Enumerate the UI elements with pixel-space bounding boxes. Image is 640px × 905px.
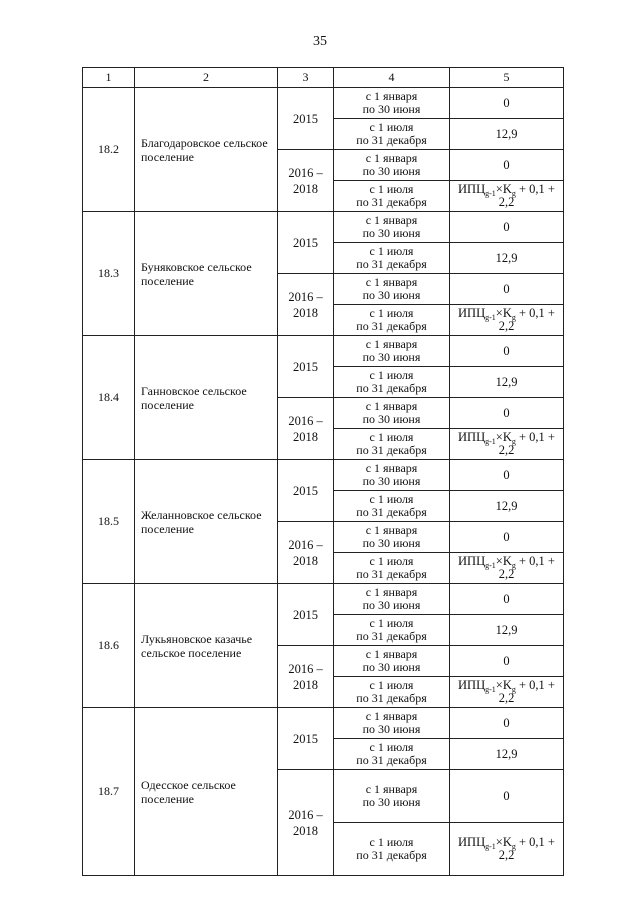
period-start: с 1 января [365, 89, 418, 103]
period-end: по 30 июня [362, 350, 421, 364]
period-end: по 30 июня [362, 288, 421, 302]
year-range-end: 2018 [293, 305, 318, 320]
table-row [83, 212, 564, 243]
period-start: с 1 января [365, 399, 418, 413]
formula-cell [450, 553, 564, 584]
formula-times: ×K [495, 554, 512, 568]
period-end: по 31 декабря [356, 443, 427, 457]
year-range-start: 2016 – [288, 165, 323, 180]
value-cell: 12,9 [450, 243, 564, 274]
period-end: по 30 июня [362, 412, 421, 426]
formula-cell [450, 429, 564, 460]
header-cell: 4 [334, 68, 450, 88]
period-end: по 30 июня [362, 164, 421, 178]
value-cell: 0 [450, 646, 564, 677]
period-cell [334, 491, 450, 522]
year-range-cell [278, 150, 334, 212]
value-cell: 12,9 [450, 367, 564, 398]
formula-sub1: g-1 [485, 561, 496, 570]
period-cell [334, 677, 450, 708]
period-start: с 1 июля [369, 120, 414, 134]
period-cell [334, 615, 450, 646]
period-end: по 31 декабря [356, 319, 427, 333]
formula-prefix: ИПЦ [458, 306, 486, 320]
period-end: по 30 июня [362, 474, 421, 488]
period-cell [334, 119, 450, 150]
year-range-end: 2018 [293, 429, 318, 444]
period-end: по 31 декабря [356, 567, 427, 581]
settlement-name: Одесское сельское поселение [135, 708, 278, 876]
year-range-cell [278, 770, 334, 876]
row-code: 18.5 [83, 460, 135, 584]
value-cell: 0 [450, 770, 564, 823]
tariff-table [82, 67, 564, 876]
formula-cell [450, 823, 564, 876]
period-start: с 1 января [365, 461, 418, 475]
period-end: по 31 декабря [356, 629, 427, 643]
formula-times: ×K [495, 306, 512, 320]
period-end: по 31 декабря [356, 848, 427, 862]
year-range-start: 2016 – [288, 661, 323, 676]
header-cell: 5 [450, 68, 564, 88]
table-row [83, 584, 564, 615]
period-start: с 1 января [365, 213, 418, 227]
table-row [83, 708, 564, 739]
period-end: по 31 декабря [356, 195, 427, 209]
formula-sub1: g-1 [485, 313, 496, 322]
year-cell: 2015 [278, 212, 334, 274]
period-start: с 1 июля [369, 678, 414, 692]
year-cell: 2015 [278, 708, 334, 770]
value-cell: 0 [450, 460, 564, 491]
period-cell [334, 150, 450, 181]
row-code: 18.7 [83, 708, 135, 876]
period-end: по 30 июня [362, 598, 421, 612]
period-cell [334, 274, 450, 305]
period-end: по 30 июня [362, 536, 421, 550]
period-cell [334, 646, 450, 677]
period-cell [334, 181, 450, 212]
formula-cell [450, 677, 564, 708]
period-start: с 1 января [365, 151, 418, 165]
period-end: по 30 июня [362, 660, 421, 674]
value-cell: 0 [450, 212, 564, 243]
formula-sub2: g [511, 313, 516, 322]
period-cell [334, 739, 450, 770]
formula-cell [450, 181, 564, 212]
period-cell [334, 460, 450, 491]
settlement-name: Буняковское сельское поселение [135, 212, 278, 336]
year-range-end: 2018 [293, 823, 318, 838]
formula-sub1: g-1 [485, 685, 496, 694]
header-row [83, 68, 564, 88]
period-start: с 1 июля [369, 244, 414, 258]
year-range-start: 2016 – [288, 537, 323, 552]
year-cell: 2015 [278, 460, 334, 522]
page-number: 35 [313, 34, 327, 49]
period-start: с 1 января [365, 647, 418, 661]
period-end: по 31 декабря [356, 133, 427, 147]
period-cell [334, 212, 450, 243]
period-start: с 1 января [365, 709, 418, 723]
year-range-cell [278, 646, 334, 708]
period-cell [334, 367, 450, 398]
table-row [83, 336, 564, 367]
period-cell [334, 243, 450, 274]
value-cell: 12,9 [450, 739, 564, 770]
period-cell [334, 770, 450, 823]
formula-prefix: ИПЦ [458, 430, 486, 444]
period-start: с 1 июля [369, 306, 414, 320]
year-cell: 2015 [278, 88, 334, 150]
year-range-start: 2016 – [288, 289, 323, 304]
table-row [83, 88, 564, 119]
value-cell: 0 [450, 150, 564, 181]
year-range-end: 2018 [293, 553, 318, 568]
settlement-name: Ганновское сельское поселение [135, 336, 278, 460]
settlement-name: Благодаровское сельское поселение [135, 88, 278, 212]
year-range-end: 2018 [293, 181, 318, 196]
formula-prefix: ИПЦ [458, 182, 486, 196]
formula-times: ×K [495, 182, 512, 196]
period-cell [334, 708, 450, 739]
formula-sub2: g [511, 189, 516, 198]
period-cell [334, 429, 450, 460]
formula-suffix: + 0,1 + 2,2 [498, 678, 555, 705]
row-code: 18.4 [83, 336, 135, 460]
row-code: 18.6 [83, 584, 135, 708]
year-cell: 2015 [278, 336, 334, 398]
row-code: 18.3 [83, 212, 135, 336]
formula-prefix: ИПЦ [458, 554, 486, 568]
value-cell: 12,9 [450, 119, 564, 150]
period-end: по 31 декабря [356, 753, 427, 767]
year-range-cell [278, 522, 334, 584]
period-cell [334, 336, 450, 367]
value-cell: 0 [450, 274, 564, 305]
period-start: с 1 июля [369, 182, 414, 196]
formula-sub1: g-1 [485, 189, 496, 198]
formula-sub2: g [511, 842, 516, 851]
period-cell [334, 584, 450, 615]
formula-times: ×K [495, 430, 512, 444]
value-cell: 0 [450, 522, 564, 553]
period-start: с 1 января [365, 585, 418, 599]
period-start: с 1 января [365, 523, 418, 537]
table-body [83, 68, 564, 876]
value-cell: 0 [450, 398, 564, 429]
period-end: по 30 июня [362, 226, 421, 240]
period-end: по 31 декабря [356, 691, 427, 705]
period-start: с 1 января [365, 337, 418, 351]
period-cell [334, 553, 450, 584]
period-cell [334, 88, 450, 119]
value-cell: 0 [450, 336, 564, 367]
formula-suffix: + 0,1 + 2,2 [498, 430, 555, 457]
period-end: по 30 июня [362, 722, 421, 736]
formula-suffix: + 0,1 + 2,2 [498, 306, 555, 333]
formula-cell [450, 305, 564, 336]
formula-sub1: g-1 [485, 842, 496, 851]
period-start: с 1 июля [369, 835, 414, 849]
formula-suffix: + 0,1 + 2,2 [498, 554, 555, 581]
year-cell: 2015 [278, 584, 334, 646]
formula-sub1: g-1 [485, 437, 496, 446]
formula-sub2: g [511, 685, 516, 694]
period-start: с 1 января [365, 782, 418, 796]
header-cell: 2 [135, 68, 278, 88]
formula-prefix: ИПЦ [458, 678, 486, 692]
period-start: с 1 июля [369, 740, 414, 754]
formula-sub2: g [511, 561, 516, 570]
formula-suffix: + 0,1 + 2,2 [498, 835, 555, 862]
value-cell: 12,9 [450, 615, 564, 646]
year-range-start: 2016 – [288, 807, 323, 822]
value-cell: 0 [450, 88, 564, 119]
period-cell [334, 522, 450, 553]
row-code: 18.2 [83, 88, 135, 212]
period-end: по 31 декабря [356, 257, 427, 271]
period-end: по 30 июня [362, 795, 421, 809]
formula-times: ×K [495, 835, 512, 849]
period-cell [334, 823, 450, 876]
period-end: по 30 июня [362, 102, 421, 116]
period-end: по 31 декабря [356, 505, 427, 519]
period-start: с 1 июля [369, 616, 414, 630]
value-cell: 0 [450, 584, 564, 615]
formula-suffix: + 0,1 + 2,2 [498, 182, 555, 209]
settlement-name: Лукьяновское казачье сельское поселение [135, 584, 278, 708]
year-range-start: 2016 – [288, 413, 323, 428]
period-start: с 1 июля [369, 430, 414, 444]
period-start: с 1 января [365, 275, 418, 289]
value-cell: 12,9 [450, 491, 564, 522]
period-cell [334, 398, 450, 429]
value-cell: 0 [450, 708, 564, 739]
period-start: с 1 июля [369, 368, 414, 382]
period-start: с 1 июля [369, 554, 414, 568]
period-end: по 31 декабря [356, 381, 427, 395]
period-start: с 1 июля [369, 492, 414, 506]
period-cell [334, 305, 450, 336]
formula-prefix: ИПЦ [458, 835, 486, 849]
table-row [83, 460, 564, 491]
year-range-cell [278, 274, 334, 336]
header-cell: 1 [83, 68, 135, 88]
year-range-cell [278, 398, 334, 460]
year-range-end: 2018 [293, 677, 318, 692]
settlement-name: Желанновское сельское поселение [135, 460, 278, 584]
header-cell: 3 [278, 68, 334, 88]
formula-times: ×K [495, 678, 512, 692]
formula-sub2: g [511, 437, 516, 446]
